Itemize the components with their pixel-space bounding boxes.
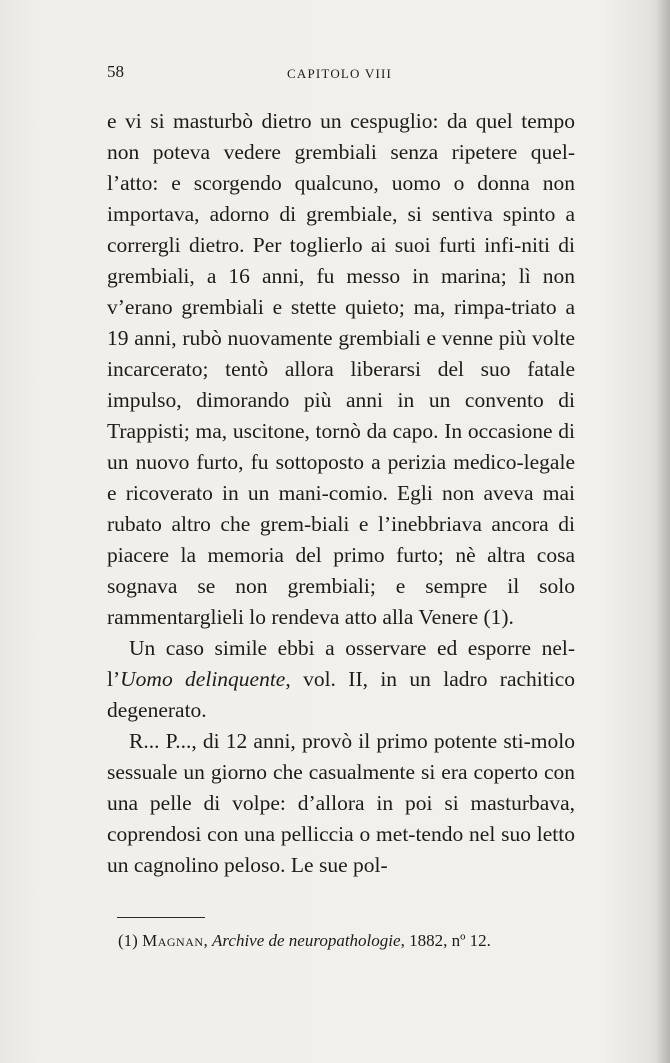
page-edge-shadow (656, 0, 670, 1063)
footnote (118, 930, 588, 952)
footnote-comma: , (203, 931, 213, 950)
footnote-divider (117, 917, 205, 918)
body-text (107, 106, 575, 881)
footnote-title: Archive de neuropathologie (212, 931, 401, 950)
book-title-uomo-delinquente: Uomo delinquente (120, 667, 286, 691)
paragraph-2-text-b: , vol. II, in un ladro rachitico degenerato. (107, 667, 576, 722)
paragraph-3 (107, 726, 575, 881)
footnote-author: Magnan (142, 931, 204, 950)
page-header (107, 62, 577, 86)
paragraph-3-text: R... P..., di 12 anni, provò il primo potente sti-molo sessuale un giorno che casualmente si era coperto con una pelle di volpe: d’allora in poi si masturbava, coprendosi con una pelliccia o met-tendo nel suo letto un cagnolino peloso. Le sue pol- (107, 729, 575, 877)
paragraph-2 (107, 633, 575, 726)
page-number: 58 (107, 62, 124, 81)
footnote-marker: (1) (118, 931, 138, 950)
paragraph-2-text-a: Un caso simile ebbi a osservare ed esporre nel-l’ (107, 636, 575, 691)
paragraph-1-text: e vi si masturbò dietro un cespuglio: da quel tempo non poteva vedere grembiali senza ripetere quel-l’atto: e scorgendo qualcuno, uomo o donna non importava, adorno di grembiale, si sentiva spinto a corrergli dietro. Per toglierlo ai suoi furti infi-niti di grembiali, a 16 anni, fu messo in marina; lì non v’erano grembiali e stette quieto; ma, rimpa-triato a 19 anni, rubò nuovamente grembiali e venne più volte incarcerato; tentò allora liberarsi del suo fatale impulso, dimorando più anni in un convento di Trappisti; ma, uscitone, tornò da capo. In occasione di un nuovo furto, fu sottoposto a perizia medico-legale e ricoverato in un mani-comio. Egli non aveva mai rubato altro che grem-biali e l’inebbriava ancora di piacere la memoria del primo furto; nè altra cosa sognava se non grembiali; e sempre il solo rammentarglieli lo rendeva atto alla Venere (1). (107, 109, 575, 629)
running-head: CAPITOLO VIII (287, 66, 393, 81)
paragraph-1 (107, 106, 575, 633)
footnote-rest: , 1882, nº 12. (400, 931, 491, 950)
